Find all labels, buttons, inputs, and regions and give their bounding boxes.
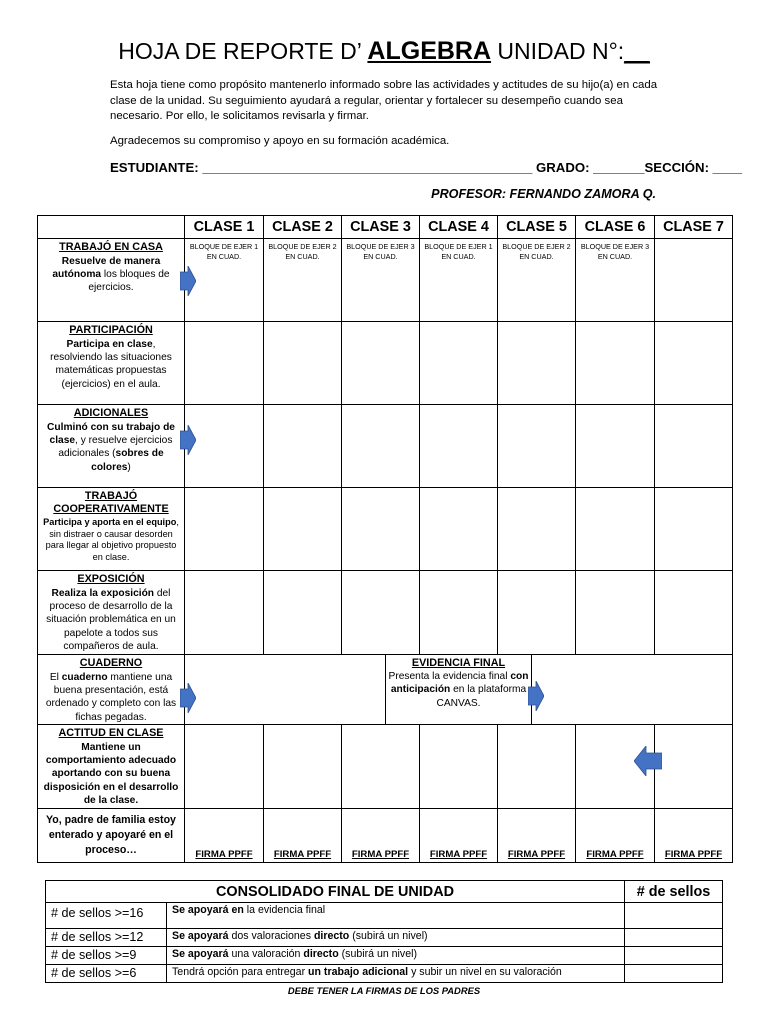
sellos-threshold-label: # de sellos >=6 (45, 964, 167, 983)
evidencia-desc: Presenta la evidencia final (388, 671, 511, 682)
grid-cell[interactable] (419, 487, 498, 571)
grid-cell[interactable] (184, 487, 264, 571)
grid-cell[interactable] (184, 724, 264, 809)
parent-commitment-label: Yo, padre de familia estoy enterado y apoyaré en el proceso… (37, 808, 185, 863)
row-desc: , resolviendo las situaciones matemáticas propuestas (ejercicios) en el aula. (50, 339, 172, 390)
grid-cell[interactable] (654, 404, 733, 488)
column-header-clase-4: CLASE 4 (419, 215, 498, 239)
column-header-clase-7: CLASE 7 (654, 215, 733, 239)
title-unit-blank: __ (624, 38, 650, 64)
row-desc-bold: Resuelve de manera autónoma (52, 256, 161, 281)
bloque-cell-clase-5[interactable]: BLOQUE DE EJER 2 EN CUAD. (497, 238, 576, 322)
desc-text: y subir un nivel en su valoración (408, 966, 562, 978)
desc-text: la evidencia final (243, 904, 326, 916)
grid-cell[interactable] (654, 321, 733, 405)
grid-cell[interactable] (419, 570, 498, 655)
row-label-cooperativo (37, 487, 185, 571)
arrow-right-icon (180, 266, 196, 296)
row-desc: El (49, 672, 62, 683)
row-desc: , y resuelve ejercicios adicionales ( (58, 435, 173, 460)
grid-cell[interactable] (184, 321, 264, 405)
row-title: PARTICIPACIÓN (69, 324, 153, 336)
desc-text: (subirá un nivel) (349, 930, 428, 942)
grid-cell[interactable] (497, 724, 576, 809)
column-header-clase-3: CLASE 3 (341, 215, 420, 239)
sellos-count-header: # de sellos (624, 880, 723, 903)
grid-cell[interactable] (341, 321, 420, 405)
grid-cell[interactable] (263, 724, 342, 809)
grid-cell[interactable] (575, 487, 655, 571)
firma-ppff-cell-clase-3[interactable]: FIRMA PPFF (341, 808, 420, 863)
sellos-threshold-label: # de sellos >=16 (45, 902, 167, 929)
row-desc-bold: Mantiene un comportamiento adecuado aportando con su buena disposición en el desarrollo de la clase. (43, 742, 179, 806)
grid-cell[interactable] (575, 570, 655, 655)
row-desc-bold: Realiza la exposición (51, 588, 155, 599)
grid-cell[interactable] (654, 238, 733, 322)
grid-cell[interactable] (497, 570, 576, 655)
sellos-count-cell[interactable] (624, 928, 723, 947)
row-label-adicionales (37, 404, 185, 488)
grid-cell[interactable] (341, 724, 420, 809)
grid-cell[interactable] (497, 487, 576, 571)
evidencia-desc-bold: con anticipación (390, 671, 529, 696)
grid-cell[interactable] (341, 487, 420, 571)
desc-text: Tendrá opción para entregar (172, 966, 309, 978)
row-desc-bold: Participa y aporta en el equipo (43, 517, 177, 527)
column-header-clase-6: CLASE 6 (575, 215, 655, 239)
grid-cell[interactable] (263, 570, 342, 655)
firma-ppff-cell-clase-1[interactable]: FIRMA PPFF (184, 808, 264, 863)
desc-bold: un trabajo adicional (308, 966, 409, 978)
grid-cell[interactable] (263, 404, 342, 488)
bloque-cell-clase-4[interactable]: BLOQUE DE EJER 1 EN CUAD. (419, 238, 498, 322)
consolidado-title: CONSOLIDADO FINAL DE UNIDAD (45, 880, 625, 903)
bloque-cell-clase-6[interactable]: BLOQUE DE EJER 3 EN CUAD. (575, 238, 655, 322)
row-desc-bold: Participa en clase (66, 339, 153, 350)
row-label-exposicion (37, 570, 185, 655)
grid-cell[interactable] (184, 570, 264, 655)
sellos-threshold-description (166, 928, 625, 947)
grid-cell[interactable] (419, 724, 498, 809)
title-prefix: HOJA DE REPORTE D’ (118, 38, 368, 64)
row-title: CUADERNO (79, 657, 143, 669)
desc-bold: directo (303, 948, 339, 960)
row-label-trabajo-casa (37, 238, 185, 322)
firma-ppff-cell-clase-5[interactable]: FIRMA PPFF (497, 808, 576, 863)
column-header-clase-1: CLASE 1 (184, 215, 264, 239)
row-desc: los bloques de ejercicios. (88, 269, 170, 294)
professor-name: PROFESOR: FERNANDO ZAMORA Q. (431, 187, 656, 201)
row-title: TRABAJÓ EN CASA (59, 241, 163, 253)
column-header-clase-2: CLASE 2 (263, 215, 342, 239)
row-title: ACTITUD EN CLASE (58, 727, 164, 739)
sellos-threshold-description (166, 964, 625, 983)
row-desc-bold: Culminó con su trabajo de clase (47, 422, 175, 447)
desc-bold: Se apoyará en (172, 904, 244, 916)
firma-ppff-cell-clase-2[interactable]: FIRMA PPFF (263, 808, 342, 863)
evidencia-final-cell (385, 654, 532, 725)
row-desc: del proceso de desarrollo de la situación problemática en un papelote a todos sus compañeros de aula. (46, 588, 176, 652)
firma-ppff-cell-clase-7[interactable]: FIRMA PPFF (654, 808, 733, 863)
row-desc: ) (127, 461, 131, 473)
cuaderno-span-cell[interactable] (184, 654, 386, 725)
sellos-threshold-label: # de sellos >=9 (45, 946, 167, 965)
thanks-paragraph: Agradecemos su compromiso y apoyo en su formación académica. (110, 135, 450, 147)
title-subject: ALGEBRA (367, 37, 492, 65)
grid-cell[interactable] (341, 404, 420, 488)
arrow-right-icon (528, 681, 544, 711)
student-grade-section-line: ESTUDIANTE: _____________________________________________ GRADO: _______SECCIÓN: ____ (110, 160, 742, 175)
sellos-threshold-description (166, 902, 625, 929)
row-desc-bold: sobres de colores (91, 448, 164, 473)
row-desc: , sin distraer o causar desorden para llegar al objetivo propuesto en clase. (45, 517, 179, 562)
firma-ppff-cell-clase-6[interactable]: FIRMA PPFF (575, 808, 655, 863)
row-title: EXPOSICIÓN (77, 573, 145, 585)
grid-cell[interactable] (575, 321, 655, 405)
evidencia-desc: en la plataforma CANVAS. (436, 684, 527, 709)
sellos-count-cell[interactable] (624, 964, 723, 983)
grid-cell[interactable] (263, 487, 342, 571)
row-desc-bold: cuaderno (61, 672, 108, 683)
evidencia-span-cell[interactable] (531, 654, 733, 725)
grid-cell[interactable] (341, 570, 420, 655)
grid-cell[interactable] (263, 321, 342, 405)
grid-cell[interactable] (497, 404, 576, 488)
bloque-cell-clase-1[interactable]: BLOQUE DE EJER 1 EN CUAD. (184, 238, 264, 322)
row-label-participacion (37, 321, 185, 405)
desc-bold: Se apoyará (172, 948, 229, 960)
grid-cell[interactable] (419, 321, 498, 405)
grid-cell[interactable] (654, 487, 733, 571)
grid-cell[interactable] (497, 321, 576, 405)
sellos-threshold-description (166, 946, 625, 965)
title-unit-label: UNIDAD N°: (491, 38, 625, 64)
bloque-cell-clase-2[interactable]: BLOQUE DE EJER 2 EN CUAD. (263, 238, 342, 322)
intro-paragraph: Esta hoja tiene como propósito mantenerlo informado sobre las actividades y actitudes de su hijo(a) en cada clase de la unidad. Su seguimiento ayudará a regular, orientar y fortalecer su desempeño cuando sea necesario. Por ello, le solicitamos revisarla y firmar. (110, 79, 658, 123)
sellos-threshold-label: # de sellos >=12 (45, 928, 167, 947)
sellos-count-cell[interactable] (624, 946, 723, 965)
column-header-clase-5: CLASE 5 (497, 215, 576, 239)
grid-cell[interactable] (184, 404, 264, 488)
footer-note: DEBE TENER LA FIRMAS DE LOS PADRES (287, 985, 481, 996)
grid-cell[interactable] (654, 570, 733, 655)
desc-bold: directo (313, 930, 350, 942)
row-label-cuaderno (37, 654, 185, 725)
desc-text: (subirá un nivel) (338, 948, 417, 960)
page-title (0, 36, 768, 66)
evidencia-final-title: EVIDENCIA FINAL (411, 657, 506, 669)
arrow-left-icon (634, 746, 662, 776)
grid-cell[interactable] (419, 404, 498, 488)
desc-text: dos valoraciones (228, 930, 314, 942)
arrow-right-icon (180, 425, 196, 455)
desc-text: una valoración (228, 948, 304, 960)
arrow-right-icon (180, 683, 196, 713)
firma-ppff-cell-clase-4[interactable]: FIRMA PPFF (419, 808, 498, 863)
row-title: TRABAJÓ COOPERATIVAMENTE (53, 490, 169, 515)
grid-cell[interactable] (575, 404, 655, 488)
row-desc: mantiene una buena presentación, está ordenado y completo con las fichas pegadas. (45, 672, 177, 723)
row-title: ADICIONALES (73, 407, 149, 419)
bloque-cell-clase-3[interactable]: BLOQUE DE EJER 3 EN CUAD. (341, 238, 420, 322)
corner-cell (37, 215, 185, 239)
grid-cell[interactable] (654, 724, 733, 809)
desc-bold: Se apoyará (172, 930, 229, 942)
row-label-actitud (37, 724, 185, 809)
sellos-count-cell[interactable] (624, 902, 723, 929)
